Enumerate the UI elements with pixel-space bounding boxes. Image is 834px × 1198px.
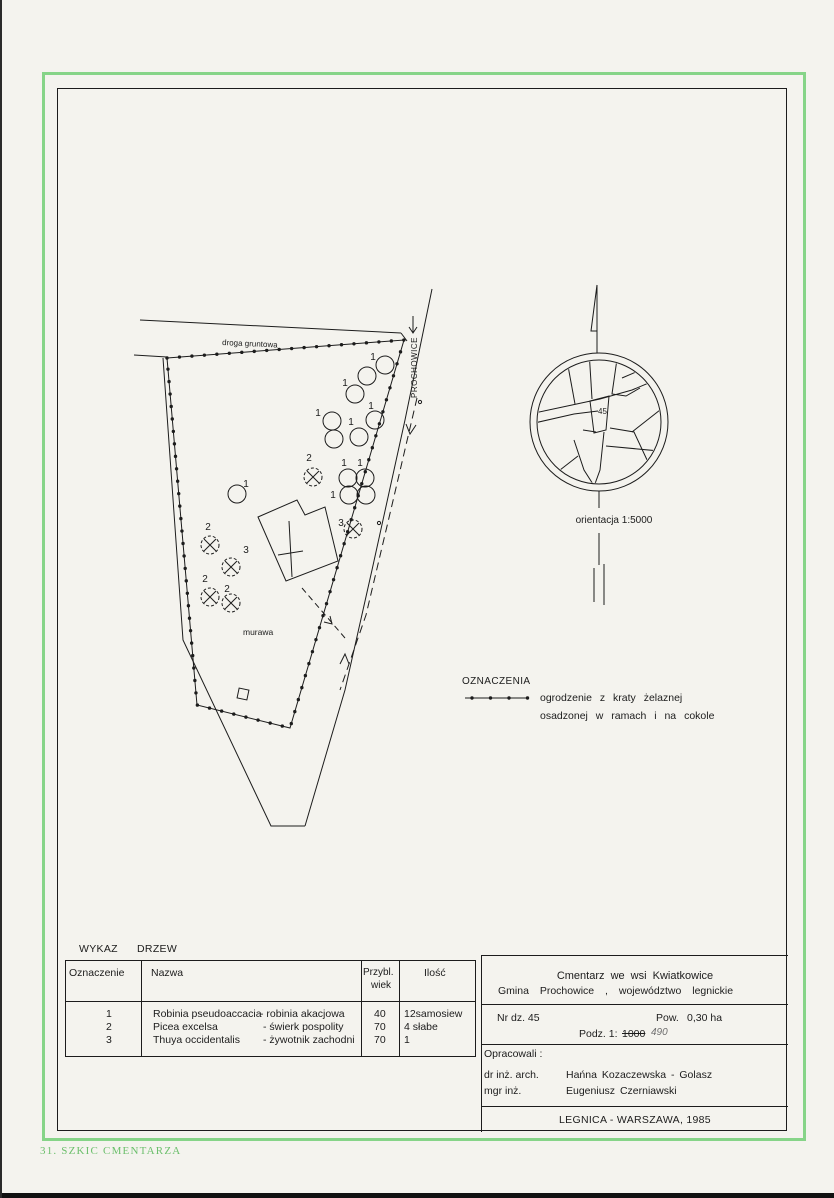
direction-arrow-icon — [409, 316, 417, 333]
row-code: 3 — [106, 1034, 112, 1046]
legend-title: OZNACZENIA — [462, 676, 531, 687]
table-column-divider — [141, 961, 142, 1056]
tree-label: 1 — [342, 378, 348, 389]
table-column-divider — [399, 961, 400, 1056]
parcel-line — [606, 446, 670, 452]
road-label: droga gruntowa — [221, 338, 278, 350]
location-text: Gmina Prochowice , województwo legnickie — [498, 985, 734, 997]
row-polish-name: - żywotnik zachodni — [263, 1034, 355, 1046]
row-latin-name: Robinia pseudoaccacia — [153, 1008, 262, 1020]
orientation-inner-ring — [537, 360, 661, 484]
tree-label: 1 — [243, 479, 249, 490]
row-code: 2 — [106, 1021, 112, 1033]
tree-marker-robinia — [366, 411, 384, 429]
tree-marker-picea — [201, 588, 219, 606]
scan-edge — [0, 1193, 834, 1198]
path-arrow — [324, 616, 332, 624]
row-age: 40 — [374, 1008, 386, 1020]
tree-table — [65, 960, 476, 1057]
tree-marker-robinia — [350, 428, 368, 446]
tree-label: 3 — [243, 545, 249, 556]
tree-marker-robinia — [346, 385, 364, 403]
fence-line — [167, 340, 404, 728]
dirt-road-stub — [134, 355, 167, 357]
tree-marker-picea — [201, 536, 219, 554]
tree-marker-thuya — [222, 558, 240, 576]
lawn-label: murawa — [243, 627, 274, 637]
tree-marker-picea — [304, 468, 322, 486]
tree-marker-robinia — [358, 367, 376, 385]
table-header-divider — [66, 1001, 475, 1002]
road-marker-dot — [377, 521, 380, 524]
row-count: 4 słabe — [404, 1021, 438, 1033]
road-arrow-up — [340, 654, 349, 664]
parcel-line — [560, 456, 578, 470]
author-name: Hańna Kozaczewska - Golasz — [566, 1069, 713, 1081]
row-latin-name: Thuya occidentalis — [153, 1034, 240, 1046]
header-code: Oznaczenie — [69, 967, 125, 979]
road-direction-label: PROCHOWICE — [410, 337, 419, 398]
tree-marker-robinia — [325, 430, 343, 448]
tree-label: 1 — [315, 408, 321, 419]
orientation-scale-label: orientacja 1:5000 — [575, 515, 653, 526]
title-block — [481, 955, 788, 1132]
tree-label: 1 — [348, 417, 354, 428]
parcel-number: Nr dz. 45 — [497, 1012, 540, 1024]
chapel-building-outline — [258, 500, 338, 581]
south-axis-lines — [594, 533, 604, 605]
tree-label: 2 — [306, 453, 312, 464]
tree-labels — [202, 352, 376, 595]
author-title: mgr inż. — [484, 1085, 522, 1097]
row-count: 1 — [404, 1034, 410, 1046]
row-polish-name: - robinia akacjowa — [260, 1008, 345, 1020]
tree-marker-robinia — [376, 356, 394, 374]
area-value: 0,30 ha — [687, 1012, 723, 1024]
drawing-title: Cmentarz we wsi Kwiatkowice — [556, 970, 714, 982]
north-arrow-icon — [591, 285, 597, 331]
row-count: 12samosiew — [404, 1008, 463, 1020]
legend-fence-text-line1: ogrodzenie z kraty żelaznej — [540, 692, 683, 704]
area-label: Pow. — [656, 1012, 679, 1024]
row-polish-name: - świerk pospolity — [263, 1021, 344, 1033]
table-column-divider — [361, 961, 362, 1056]
legend-fence-text-line2: osadzonej w ramach i na cokole — [540, 710, 715, 722]
tree-label: 1 — [357, 458, 363, 469]
scale-new-handwritten: 490 — [651, 1027, 668, 1038]
orientation-outer-ring — [530, 353, 668, 491]
tree-table-title: WYKAZ DRZEW — [79, 943, 178, 955]
tree-label: 2 — [202, 574, 208, 585]
road-marker-dot — [418, 400, 421, 403]
path-dashed-line — [302, 588, 345, 638]
row-code: 1 — [106, 1008, 112, 1020]
title-block-divider — [482, 1044, 788, 1045]
tree-marker-robinia — [340, 486, 358, 504]
parcel-line — [610, 428, 648, 462]
dirt-road-edge — [140, 320, 401, 333]
lot-boundary — [163, 358, 305, 826]
header-count: Ilość — [424, 967, 446, 979]
title-block-divider — [482, 1004, 788, 1005]
parcel-line — [566, 355, 575, 404]
row-age: 70 — [374, 1021, 386, 1033]
orientation-parcel-lines — [530, 350, 670, 492]
place-and-year: LEGNICA - WARSZAWA, 1985 — [559, 1114, 711, 1126]
tree-marker-robinia — [323, 412, 341, 430]
parcel-number-label: 45 — [598, 407, 607, 416]
tree-label: 2 — [224, 584, 230, 595]
fence-posts — [167, 340, 404, 728]
tree-label: 3 — [338, 518, 344, 529]
header-age-line2: wiek — [371, 980, 392, 991]
row-age: 70 — [374, 1034, 386, 1046]
grave-marker-square — [237, 688, 249, 700]
parcel-line — [632, 410, 660, 432]
figure-caption: 31. SZKIC CMENTARZA — [40, 1145, 182, 1157]
tree-label: 1 — [330, 490, 336, 501]
tree-marker-robinia — [339, 469, 357, 487]
scan-edge-left — [0, 0, 2, 1198]
header-name: Nazwa — [151, 967, 184, 979]
title-block-divider — [482, 1106, 788, 1107]
chapel-cross-icon — [278, 521, 303, 577]
tree-marker-picea — [222, 594, 240, 612]
tree-marker-thuya — [344, 520, 362, 538]
tree-label: 1 — [370, 352, 376, 363]
scale-label: Podz. 1: — [579, 1028, 618, 1040]
parcel-line — [589, 350, 592, 399]
authors-label: Opracowali : — [484, 1048, 543, 1060]
author-title: dr inż. arch. — [484, 1069, 539, 1081]
row-latin-name: Picea excelsa — [153, 1021, 218, 1033]
tree-label: 1 — [341, 458, 347, 469]
header-age-line1: Przybl. — [363, 967, 394, 978]
parcel-line — [592, 432, 604, 492]
tree-label: 2 — [205, 522, 211, 533]
tree-label: 1 — [368, 401, 374, 412]
scale-old-struck: 1000 — [622, 1028, 646, 1040]
parcel-line — [530, 411, 598, 424]
author-name: Eugeniusz Czerniawski — [566, 1085, 677, 1097]
